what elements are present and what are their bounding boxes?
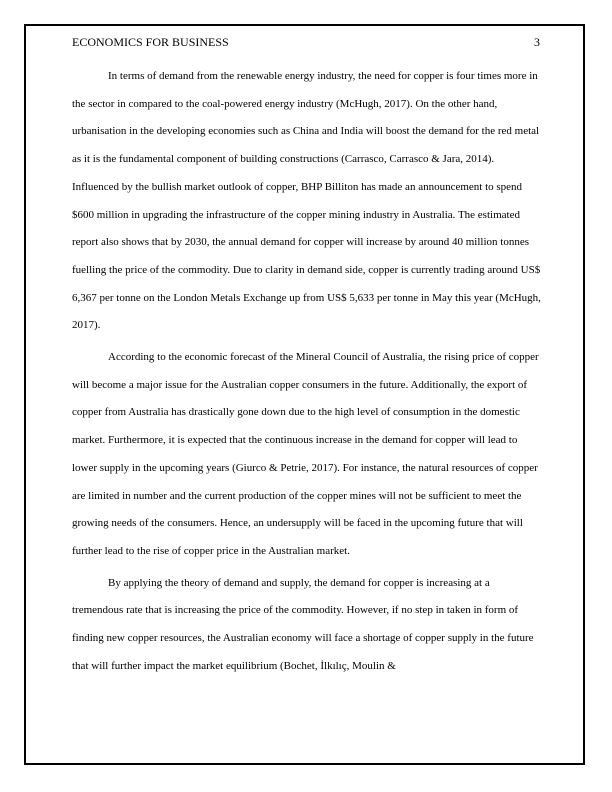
document-body [72,63,542,680]
paragraph-demand-supply-theory: By applying the theory of demand and supply, the demand for copper is increasing at a tremendous rate that is increasing the price of the commodity. However, if no step in taken in form of finding new copper resources, the Australian economy will face a shortage of copper supply in the future that will further impact the market equilibrium (Bochet, İlkılıç, Moulin & [72,576,534,672]
paragraph-copper-demand: In terms of demand from the renewable energy industry, the need for copper is four times more in the sector in compared to the coal-powered energy industry (McHugh, 2017). On the other hand, urbanisation in the developing economies such as China and India will boost the demand for the red metal as it is the fundamental component of building constructions (Carrasco, Carrasco & Jara, 2014). Influenced by the bullish market outlook of copper, BHP Billiton has made an announcement to spend $600 million in upgrading the infrastructure of the copper mining industry in Australia. The estimated report also shows that by 2030, the annual demand for copper will increase by around 40 million tonnes fuelling the price of the commodity. Due to clarity in demand side, copper is currently trading around US$ 6,367 per tonne on the London Metals Exchange up from US$ 5,633 per tonne in May this year (McHugh, 2017). [72,70,541,332]
running-title: ECONOMICS FOR BUSINESS [72,35,229,49]
page-number: 3 [534,35,540,49]
paragraph-mineral-council-forecast: According to the economic forecast of the Mineral Council of Australia, the rising price of copper will become a major issue for the Australian copper consumers in the future. Additionally, the export of copper from Australia has drastically gone down due to the high level of consumption in the domestic market. Furthermore, it is expected that the continuous increase in the demand for copper will lead to lower supply in the upcoming years (Giurco & Petrie, 2017). For instance, the natural resources of copper are limited in number and the current production of the copper mines will not be sufficient to meet the growing needs of the consumers. Hence, an undersupply will be faced in the upcoming future that will further lead to the rise of copper price in the Australian market. [72,351,539,557]
